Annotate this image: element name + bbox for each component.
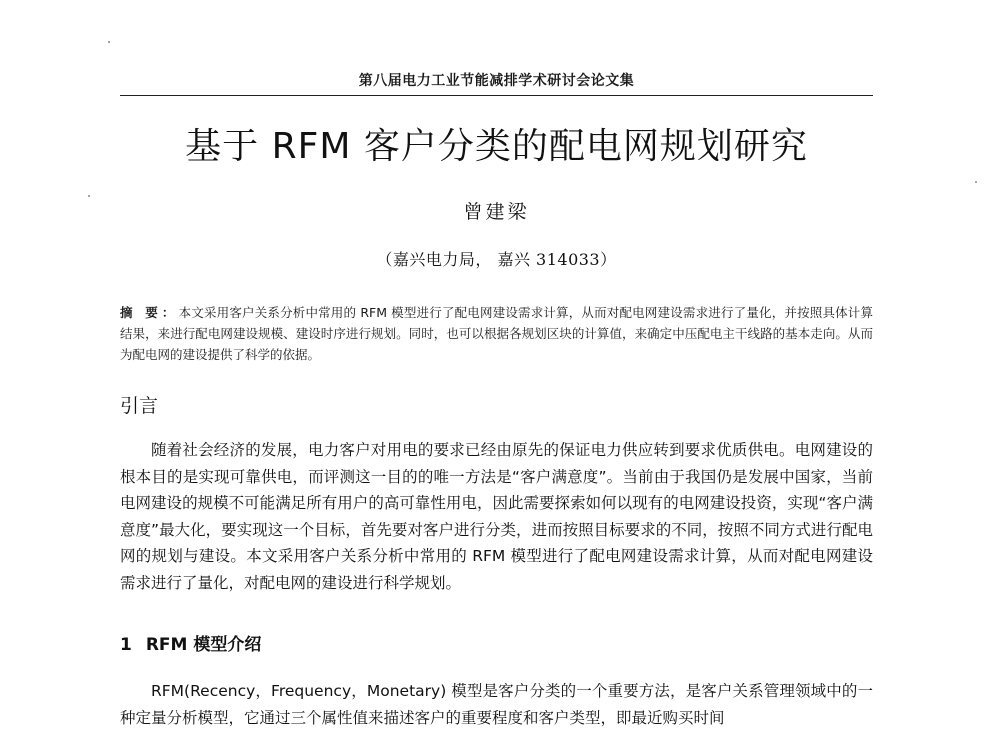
running-header: 第八届电力工业节能减排学术研讨会论文集 (358, 73, 635, 89)
section-heading-introduction: 引言 (120, 395, 159, 417)
section-title: RFM 模型介绍 (145, 635, 262, 655)
author-name: 曾建梁 (463, 201, 530, 223)
rfm-model-paragraph: RFM(Recency，Frequency，Monetary) 模型是客户分类的一个重要方法，是客户关系管理领域中的一种定量分析模型，它通过三个属性值来描述客户的重要程度和客户类型，即最近购买时间 (120, 682, 873, 727)
abstract-label: 摘 要： (120, 305, 179, 320)
author-affiliation: （嘉兴电力局， 嘉兴 314033） (376, 250, 617, 269)
scan-speck (88, 195, 90, 197)
abstract (120, 302, 873, 365)
scan-speck (975, 181, 977, 183)
section-number: 1 (120, 635, 132, 655)
section-heading-rfm-model (120, 630, 261, 655)
header-rule (120, 95, 873, 96)
scan-speck (108, 41, 110, 43)
paper-title: 基于 RFM 客户分类的配电网规划研究 (185, 126, 808, 167)
abstract-text: 本文采用客户关系分析中常用的 RFM 模型进行了配电网建设需求计算，从而对配电网建设需求进行了量化，并按照具体计算结果，来进行配电网建设规模、建设时序进行规划。同时，也可以根据各规划区块的计算值，来确定中压配电主干线路的基本走向。从而为配电网的建设提供了科学的依据。 (120, 305, 873, 362)
introduction-paragraph: 随着社会经济的发展，电力客户对用电的要求已经由原先的保证电力供应转到要求优质供电。电网建设的根本目的是实现可靠供电，而评测这一目的的唯一方法是“客户满意度”。当前由于我国仍是发展中国家，当前电网建设的规模不可能满足所有用户的高可靠性用电，因此需要探索如何以现有的电网建设投资，实现“客户满意度”最大化，要实现这一个目标，首先要对客户进行分类，进而按照目标要求的不同，按照不同方式进行配电网的规划与建设。本文采用客户关系分析中常用的 RFM 模型进行了配电网建设需求计算，从而对配电网建设需求进行了量化，对配电网的建设进行科学规划。 (120, 441, 873, 592)
